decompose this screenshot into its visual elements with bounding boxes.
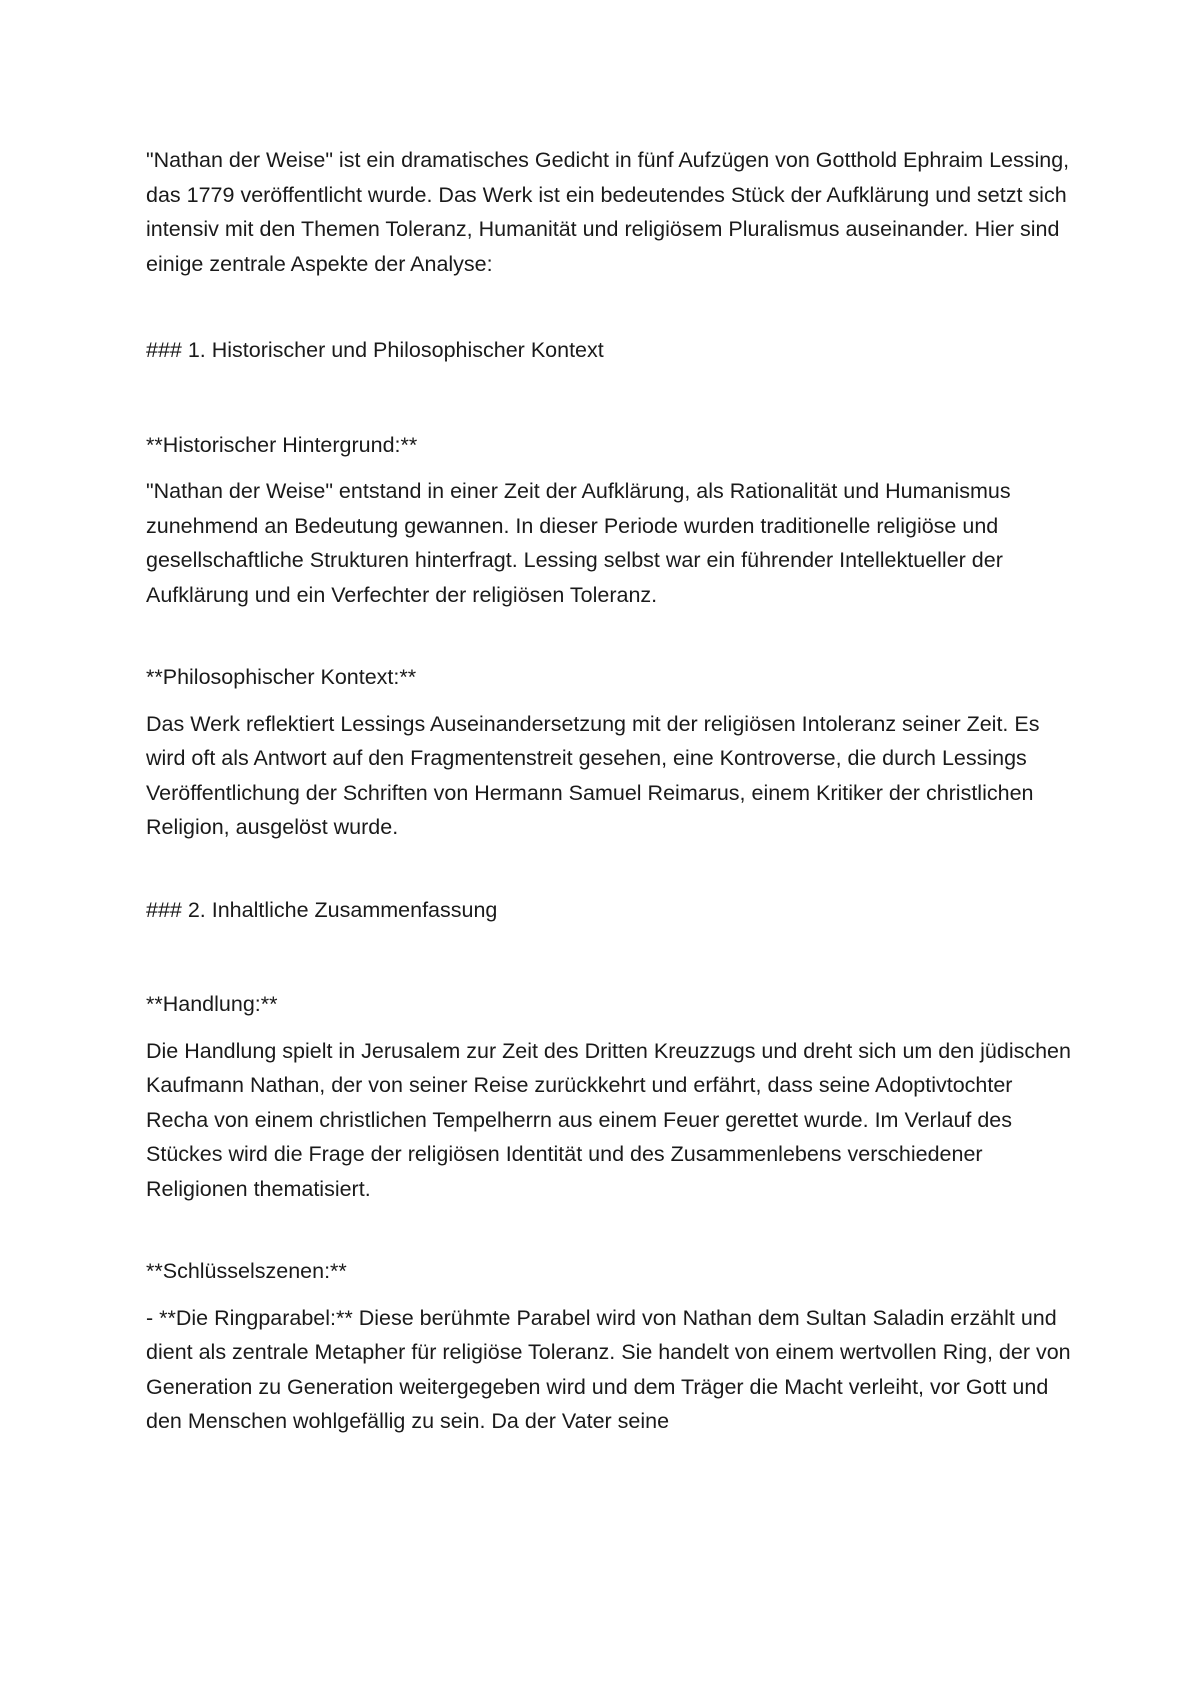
key-scenes-label: **Schlüsselszenen:** xyxy=(146,1259,347,1283)
plot-label: **Handlung:** xyxy=(146,992,278,1016)
historical-background-paragraph: "Nathan der Weise" entstand in einer Zeit der Aufklärung, als Rationalität und Humanismus zunehmend an Bedeutung gewannen. In dieser Periode wurden traditionelle religiöse und gesellschaftliche Strukturen hinterfragt. Lessing selbst war ein führender Intellektueller der Aufklärung und ein Verfechter der religiösen Toleranz. xyxy=(146,479,1011,607)
document-page xyxy=(146,143,1086,1439)
section-heading-context: ### 1. Historischer und Philosophischer Kontext xyxy=(146,338,604,362)
ring-parable-paragraph: - **Die Ringparabel:** Diese berühmte Parabel wird von Nathan dem Sultan Saladin erzählt und dient als zentrale Metapher für religiöse Toleranz. Sie handelt von einem wertvollen Ring, der von Generation zu Generation weitergegeben wird und dem Träger die Macht verleiht, vor Gott und den Menschen wohlgefällig zu sein. Da der Vater seine xyxy=(146,1305,1071,1433)
philosophical-context-paragraph: Das Werk reflektiert Lessings Auseinandersetzung mit der religiösen Intoleranz seiner Zeit. Es wird oft als Antwort auf den Fragmentenstreit gesehen, eine Kontroverse, die durch Lessings Veröffentlichung der Schriften von Hermann Samuel Reimarus, einem Kritiker der christlichen Religion, ausgelöst wurde. xyxy=(146,711,1040,839)
philosophical-context-label: **Philosophischer Kontext:** xyxy=(146,665,417,689)
intro-paragraph: "Nathan der Weise" ist ein dramatisches Gedicht in fünf Aufzügen von Gotthold Ephraim Lessing, das 1779 veröffentlicht wurde. Das Werk ist ein bedeutendes Stück der Aufklärung und setzt sich intensiv mit den Themen Toleranz, Humanität und religiösem Pluralismus auseinander. Hier sind einige zentrale Aspekte der Analyse: xyxy=(146,148,1070,276)
plot-paragraph: Die Handlung spielt in Jerusalem zur Zeit des Dritten Kreuzzugs und dreht sich um den jüdischen Kaufmann Nathan, der von seiner Reise zurückkehrt und erfährt, dass seine Adoptivtochter Recha von einem christlichen Tempelherrn aus einem Feuer gerettet wurde. Im Verlauf des Stückes wird die Frage der religiösen Identität und des Zusammenlebens verschiedener Religionen thematisiert. xyxy=(146,1038,1071,1201)
section-heading-summary: ### 2. Inhaltliche Zusammenfassung xyxy=(146,897,498,922)
historical-background-label: **Historischer Hintergrund:** xyxy=(146,432,418,457)
